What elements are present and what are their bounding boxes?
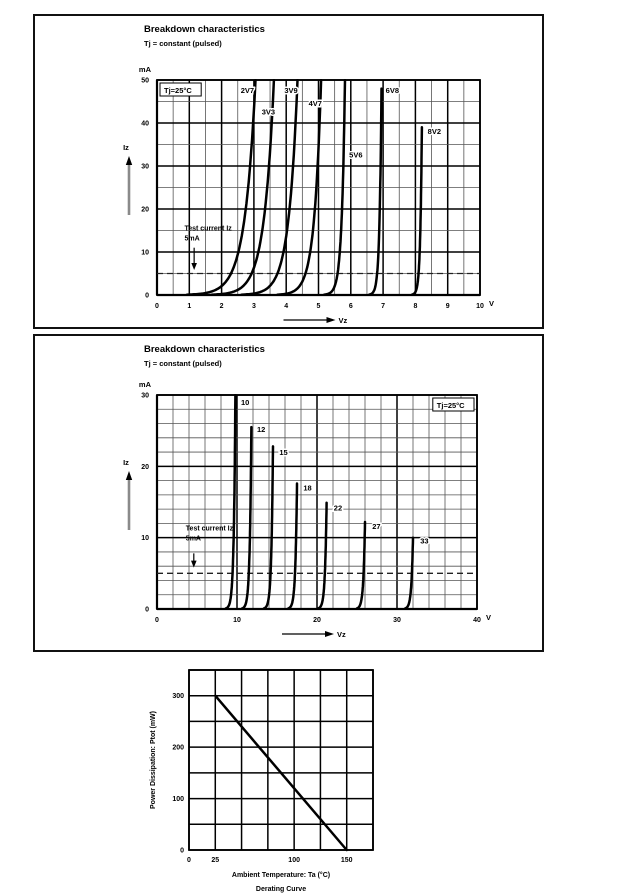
y-tick-label: 30 [141,163,149,171]
x-tick-label: 100 [288,857,300,864]
y-tick-label: 20 [141,463,149,471]
test-current-arrow-head [191,263,197,270]
test-current-label-line2: 5mA [185,535,201,543]
breakdown-panel-high-voltage [33,334,544,652]
x-unit-label: V [489,299,495,308]
curve-10 [226,395,236,608]
curve-label-18: 18 [303,483,312,493]
breakdown-panel-low-voltage [33,14,544,329]
x-tick-label: 0 [187,857,191,864]
y-tick-label: 200 [172,744,184,752]
derating-chart [140,654,450,893]
x-tick-label: 5 [316,303,321,310]
y-tick-label: 20 [141,206,149,214]
x-tick-label: 30 [393,617,401,624]
curve-label-4V7: 4V7 [308,98,322,108]
curve-label-27: 27 [372,522,381,532]
y-tick-label: 0 [145,606,149,614]
y-axis-title: Iz [123,458,129,467]
curve-6V8 [369,89,381,295]
condition-label: Tj=25°C [164,86,192,95]
curve-12 [242,427,251,608]
x-tick-label: 40 [473,617,481,624]
x-tick-label: 9 [445,303,450,310]
iz-arrow-head [126,156,132,165]
breakdown-chart-low-voltage [35,16,540,325]
y-tick-label: 10 [141,535,149,543]
curve-label-22: 22 [333,503,343,513]
curves-group [226,395,413,608]
x-unit-label: V [486,613,492,622]
x-axis-title: Vz [337,630,346,639]
x-tick-label: 4 [284,303,289,310]
x-tick-label: 6 [348,303,353,310]
x-axis-title: Ambient Temperature: Ta (°C) [231,872,331,879]
chart-subtitle: Tj = constant (pulsed) [144,359,222,368]
x-tick-label: 10 [233,617,241,624]
y-tick-label: 0 [180,847,184,855]
curve-label-8V2: 8V2 [427,126,442,136]
curve-label-12: 12 [257,425,266,435]
test-current-label-line1: Test current Iz [185,525,234,533]
x-tick-label: 20 [313,617,321,624]
curve-label-6V8: 6V8 [385,85,400,95]
x-tick-label: 1 [187,303,192,310]
curve-label-3V3: 3V3 [261,107,276,117]
curve-8V2 [412,127,422,294]
y-tick-label: 30 [141,392,149,400]
y-axis-title: Power Dissipation: Ptot (mW) [150,711,157,809]
y-tick-label: 0 [145,292,149,300]
y-tick-label: 300 [172,693,184,701]
plot-area [150,670,373,893]
y-tick-label: 100 [172,796,184,804]
y-unit-label: mA [138,380,151,389]
curve-15 [264,446,273,608]
x-tick-label: 8 [413,303,418,310]
x-axis-title: Vz [338,316,348,325]
chart-subtitle: Tj = constant (pulsed) [144,39,222,48]
x-tick-label: 7 [381,303,386,310]
x-tick-label: 2 [219,303,224,310]
breakdown-chart-high-voltage [35,336,540,648]
curve-label-2V7: 2V7 [240,85,255,95]
condition-label: Tj=25°C [436,401,465,410]
x-tick-label: 25 [211,857,220,864]
chart-title: Breakdown characteristics [144,344,265,355]
derating-section [140,654,450,893]
x-tick-label: 10 [476,303,484,310]
plot-area [123,380,491,639]
test-current-label-line1: Test current Iz [184,225,232,233]
curve-27 [357,522,365,608]
x-tick-label: 3 [251,303,256,310]
test-current-label-line2: 5mA [184,235,200,243]
curve-label-3V9: 3V9 [284,85,298,95]
curve-label-5V6: 5V6 [349,150,363,160]
y-unit-label: mA [138,65,151,74]
y-axis-title: Iz [123,143,129,152]
y-tick-label: 40 [141,120,149,128]
x-tick-label: 150 [340,857,353,864]
chart-title: Breakdown characteristics [144,24,265,35]
y-tick-label: 50 [141,77,149,85]
vz-arrow-head [327,317,336,323]
curve-label-15: 15 [279,447,288,457]
curve-label-10: 10 [241,397,250,407]
curve-22 [318,503,326,609]
x-tick-label: 0 [155,303,159,310]
y-tick-label: 10 [141,249,149,257]
curve-18 [288,484,297,609]
curve-label-33: 33 [420,536,429,546]
chart-caption: Derating Curve [255,886,307,893]
vz-arrow-head [325,631,334,637]
iz-arrow-head [126,471,132,480]
x-tick-label: 0 [155,617,159,624]
